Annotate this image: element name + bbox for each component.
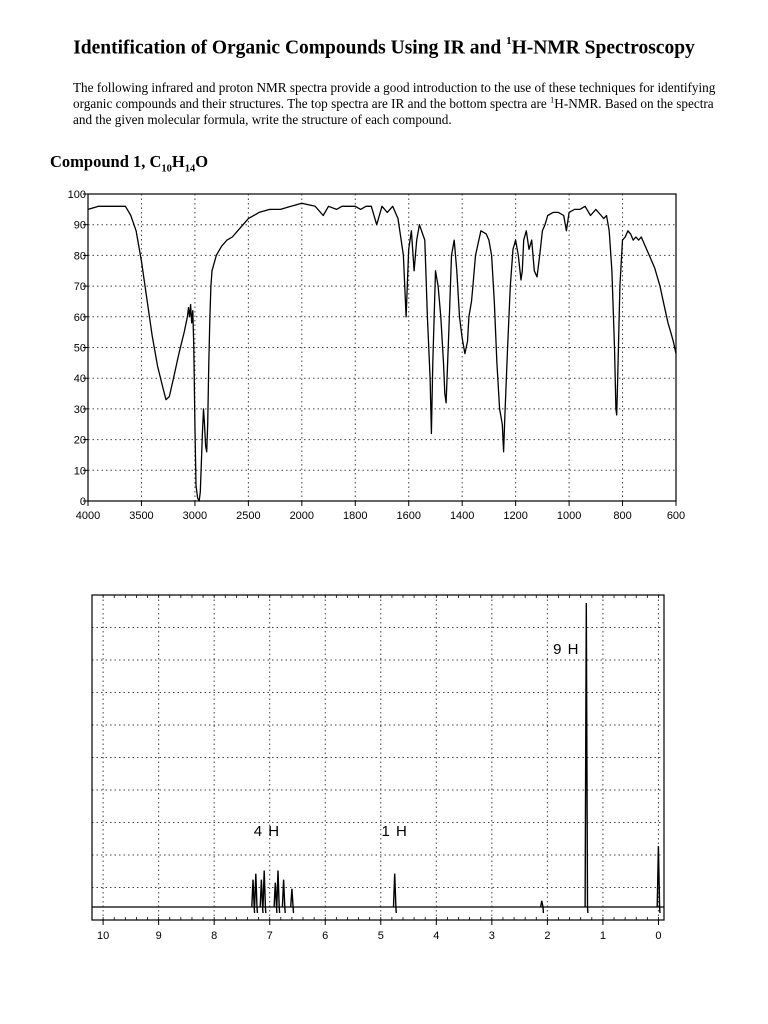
ir-x-tick-label: 3500 — [129, 510, 154, 522]
ir-x-tick-label: 2000 — [289, 510, 315, 522]
nmr-x-tick-label: 3 — [488, 930, 495, 942]
ir-y-tick-label: 0 — [79, 496, 86, 508]
nmr-x-tick-label: 5 — [377, 930, 384, 942]
ir-x-tick-label: 1000 — [556, 510, 582, 522]
ir-x-tick-label: 4000 — [75, 510, 101, 522]
ir-y-tick-label: 90 — [73, 219, 86, 232]
ir-x-tick-label: 1800 — [343, 510, 368, 522]
ir-x-tick-label: 1600 — [396, 510, 421, 522]
nmr-peak — [657, 846, 660, 913]
ir-x-tick-label: 600 — [666, 510, 686, 522]
nmr-x-tick-label: 2 — [544, 930, 551, 942]
ir-y-tick-label: 60 — [73, 311, 86, 324]
ir-x-tick-label: 3000 — [182, 510, 208, 522]
ir-x-tick-label: 1400 — [449, 510, 475, 522]
nmr-x-tick-label: 6 — [322, 930, 329, 942]
intro-paragraph: The following infrared and proton NMR spectra provide a good introduction to the use of these techniques for identifying organic compounds and their structures. The top spectra are IR and the bottom spectra are $^1$H-NMR. Based on the spectra and the given molecular formula, write the structure of each compound. — [73, 80, 716, 127]
nmr-x-tick-label: 10 — [96, 930, 110, 942]
ir-y-tick-label: 80 — [73, 250, 86, 263]
ir-y-tick-label: 100 — [67, 189, 86, 201]
nmr-integration-label: 9 H — [553, 641, 580, 658]
ir-y-tick-label: 30 — [73, 403, 86, 416]
ir-y-tick-label: 10 — [73, 465, 86, 478]
ir-x-tick-label: 800 — [613, 510, 632, 522]
nmr-peak — [282, 880, 285, 913]
nmr-x-tick-label: 7 — [266, 930, 273, 942]
nmr-peak — [260, 880, 263, 913]
ir-x-tick-label: 2500 — [236, 510, 261, 522]
ir-y-tick-label: 40 — [73, 373, 86, 386]
nmr-peak — [585, 603, 588, 913]
ir-y-tick-label: 20 — [73, 434, 86, 447]
nmr-x-tick-label: 0 — [655, 930, 662, 942]
nmr-x-tick-label: 4 — [433, 930, 440, 942]
ir-y-tick-label: 70 — [73, 281, 86, 294]
ir-x-tick-label: 1200 — [503, 510, 528, 522]
nmr-peak — [252, 880, 255, 913]
compound-heading: Compound 1, $C_{10}H_{14}O$ — [50, 152, 209, 175]
nmr-integration-label: 1 H — [381, 823, 408, 840]
nmr-x-tick-label: 8 — [211, 930, 218, 942]
nmr-peak — [291, 889, 294, 913]
ir-y-tick-label: 50 — [73, 342, 86, 355]
nmr-integration-label: 4 H — [253, 823, 281, 840]
page-title: Identification of Organic Compounds Using IR and $^1$H-NMR Spectroscopy — [73, 35, 695, 59]
nmr-x-tick-label: 9 — [155, 930, 162, 942]
nmr-x-tick-label: 1 — [599, 930, 606, 942]
